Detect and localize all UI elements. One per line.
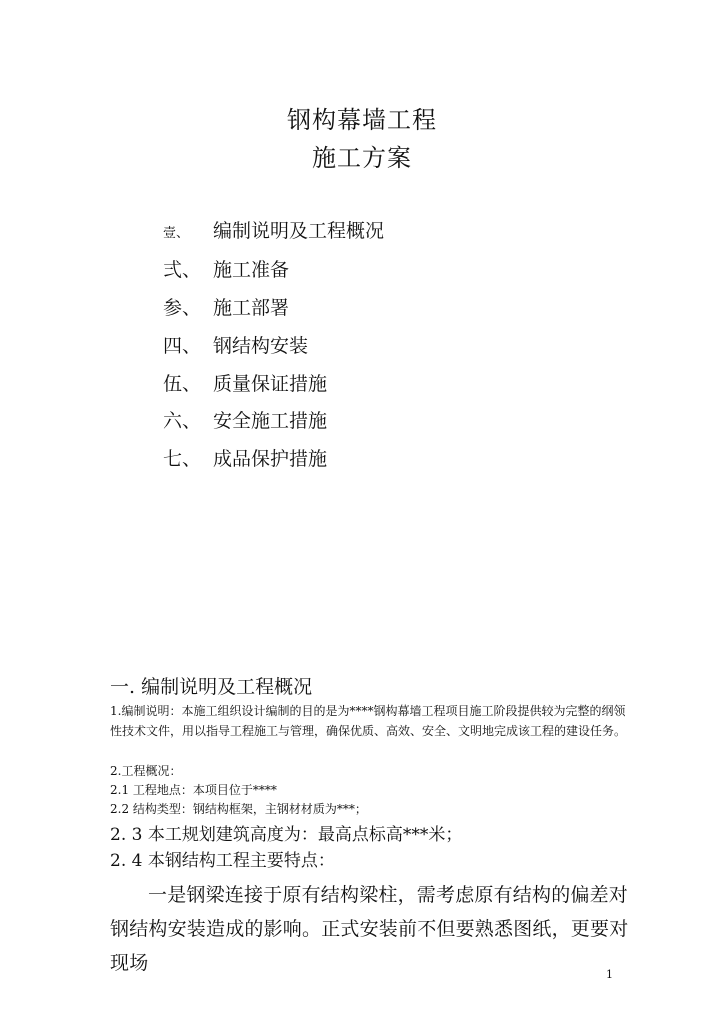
- toc-item-label: 质量保证措施: [213, 373, 328, 395]
- toc-item-number: 弍、: [163, 259, 202, 281]
- toc-item: [163, 406, 327, 432]
- section-heading: 一. 编制说明及工程概况: [110, 676, 313, 698]
- compile-description-paragraph: 1.编制说明：本施工组织设计编制的目的是为****钢构幕墙工程项目施工阶段提供较为完整的纲领性技术文件，用以指导工程施工与管理，确保优质、高效、安全、文明地完成该工程的建设任务。: [110, 704, 627, 738]
- toc-item-label: 安全施工措施: [213, 410, 328, 432]
- toc-item-number: 壹、: [163, 226, 190, 241]
- body-paragraph: 一是钢梁连接于原有结构梁柱，需考虑原有结构的偏差对钢结构安装造成的影响。正式安装前不但要熟悉图纸，更要对现场: [110, 884, 629, 974]
- toc-item: [163, 293, 289, 319]
- toc-item: [163, 331, 308, 357]
- toc-item: [163, 444, 327, 470]
- structure-type-line: 2.2 结构类型：钢结构框架，主钢材材质为***；: [110, 802, 367, 816]
- toc-item-number: 参、: [163, 297, 202, 319]
- toc-item-number: 四、: [163, 335, 202, 357]
- main-features-line: 2. 4 本钢结构工程主要特点：: [110, 851, 335, 871]
- toc-item-label: 钢结构安装: [213, 335, 309, 357]
- document-title-line-1: 钢构幕墙工程: [287, 106, 437, 134]
- toc-item-label: 施工准备: [213, 259, 290, 281]
- toc-item-number: 七、: [163, 448, 202, 470]
- toc-item: [163, 216, 384, 242]
- toc-item: [163, 255, 289, 281]
- project-location-line: 2.1 工程地点：本项目位于****: [110, 783, 277, 797]
- toc-item-label: 施工部署: [213, 297, 290, 319]
- toc-item-number: 六、: [163, 410, 202, 432]
- building-height-line: 2. 3 本工规划建筑高度为：最高点标高***米；: [110, 825, 463, 845]
- toc-item-label: 编制说明及工程概况: [213, 220, 385, 242]
- toc-item: [163, 369, 327, 395]
- document-title-line-2: 施工方案: [312, 144, 412, 172]
- project-overview-label: 2.工程概况：: [110, 764, 182, 778]
- toc-item-number: 伍、: [163, 373, 202, 395]
- page-number: 1: [606, 968, 613, 981]
- toc-item-label: 成品保护措施: [213, 448, 328, 470]
